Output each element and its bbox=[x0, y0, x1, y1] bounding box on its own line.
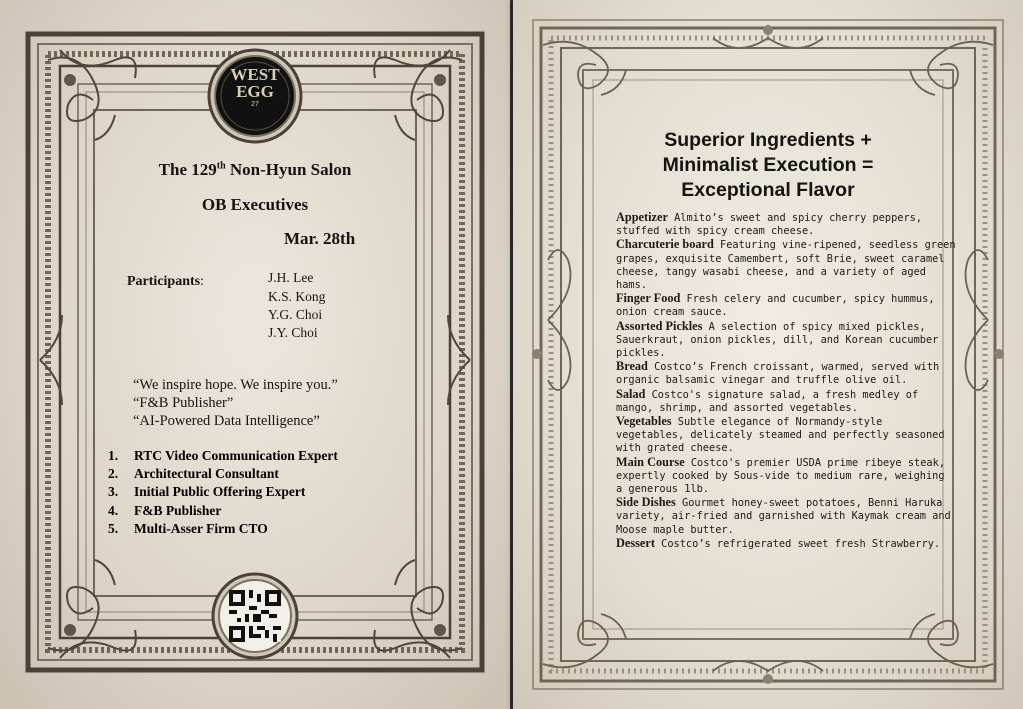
west-egg-logo bbox=[215, 66, 295, 109]
role-item bbox=[108, 447, 338, 465]
menu-item bbox=[616, 320, 956, 361]
invitation-card-left bbox=[0, 0, 510, 709]
menu-item bbox=[616, 360, 956, 387]
menu-item bbox=[616, 415, 956, 456]
course-description: Costco's signature salad, a fresh medley of mango, shrimp, and assorted vegetables. bbox=[616, 388, 919, 414]
role-label: Multi-Asser Firm CTO bbox=[134, 520, 268, 536]
event-title bbox=[0, 160, 510, 180]
menu-list bbox=[616, 211, 956, 551]
course-name: Main Course bbox=[616, 454, 685, 469]
role-item bbox=[108, 520, 338, 538]
role-item bbox=[108, 483, 338, 501]
event-title-prefix: The 129 bbox=[158, 160, 217, 179]
logo-line-2: EGG bbox=[236, 82, 274, 101]
participants-label-colon: : bbox=[200, 273, 204, 288]
menu-item bbox=[616, 211, 956, 238]
course-name: Appetizer bbox=[616, 210, 668, 224]
event-title-sup: th bbox=[216, 160, 226, 172]
menu-item bbox=[616, 388, 956, 415]
menu-headline-line: Minimalist Execution = bbox=[662, 154, 874, 176]
course-description: Almito’s sweet and spicy cherry peppers, stuffed with spicy cream cheese. bbox=[616, 212, 923, 238]
participant-name: J.Y. Choi bbox=[268, 325, 318, 340]
role-item bbox=[108, 502, 338, 520]
roles-list bbox=[108, 447, 338, 538]
menu-card-right bbox=[513, 0, 1023, 709]
quote-line: “F&B Publisher” bbox=[133, 395, 234, 411]
course-description: Featuring vine-ripened, seedless green grapes, exquisite Camembert, soft Brie, sweet caramel cheese, tangy wasabi cheese, and a variety of aged hams. bbox=[616, 239, 956, 292]
menu-item bbox=[616, 537, 956, 551]
event-title-suffix: Non-Hyun Salon bbox=[225, 160, 352, 179]
role-label: Initial Public Offering Expert bbox=[134, 484, 306, 500]
role-label: RTC Video Communication Expert bbox=[134, 448, 338, 463]
role-label: Architectural Consultant bbox=[134, 466, 279, 482]
quote-line: “AI-Powered Data Intelligence” bbox=[133, 413, 320, 429]
participants-label-text: Participants bbox=[127, 274, 201, 289]
menu-item bbox=[616, 496, 956, 537]
course-description: Fresh celery and cucumber, spicy hummus, onion cream sauce. bbox=[616, 293, 935, 319]
event-subtitle: OB Executives bbox=[201, 195, 309, 214]
course-name: Vegetables bbox=[616, 414, 672, 429]
quote-line: “We inspire hope. We inspire you.” bbox=[133, 377, 338, 393]
course-description: Subtle elegance of Normandy-style vegetables, delicately steamed and perfectly seasoned with grated cheese. bbox=[616, 416, 945, 455]
menu-item bbox=[616, 292, 956, 319]
role-item bbox=[108, 465, 338, 483]
course-name: Bread bbox=[616, 359, 648, 374]
event-date: Mar. 28th bbox=[284, 229, 356, 248]
course-name: Finger Food bbox=[616, 291, 681, 306]
course-description: A selection of spicy mixed pickles, Sauerkraut, onion pickles, dill, and Korean cucumber pickles. bbox=[616, 320, 939, 360]
course-name: Charcuterie board bbox=[616, 237, 714, 252]
logo-number: 27 bbox=[251, 101, 259, 108]
participant-name: J.H. Lee bbox=[268, 270, 314, 285]
participants-label bbox=[127, 270, 204, 290]
menu-headline-line: Superior Ingredients + bbox=[664, 129, 872, 151]
course-description: Costco's premier USDA prime ribeye steak, expertly cooked by Sous-vide to medium rare, weighing a generous 1lb. bbox=[616, 456, 946, 496]
role-number: 4. bbox=[108, 502, 119, 518]
role-number: 3. bbox=[108, 484, 119, 500]
course-description: Costco’s refrigerated sweet fresh Strawberry. bbox=[661, 537, 941, 550]
role-number: 2. bbox=[108, 466, 119, 482]
participant-name: K.S. Kong bbox=[268, 289, 326, 304]
menu-item bbox=[616, 456, 956, 497]
course-name: Salad bbox=[616, 386, 646, 401]
role-number: 5. bbox=[108, 520, 119, 536]
participant-name: Y.G. Choi bbox=[268, 307, 323, 322]
course-description: Costco’s French croissant, warmed, served with organic balsamic vinegar and truffle olive oil. bbox=[616, 361, 940, 387]
role-label: F&B Publisher bbox=[134, 502, 222, 518]
role-number: 1. bbox=[108, 448, 119, 463]
course-name: Side Dishes bbox=[616, 495, 676, 510]
course-name: Assorted Pickles bbox=[616, 318, 703, 333]
course-description: Gourmet honey-sweet potatoes, Benni Haruka variety, air-fried and garnished with Kaymak cream and Moose maple butter. bbox=[616, 497, 951, 536]
menu-item bbox=[616, 238, 956, 292]
qr-code-icon[interactable] bbox=[229, 590, 281, 642]
logo-line-1: WEST bbox=[230, 65, 280, 84]
menu-headline-line: Exceptional Flavor bbox=[681, 179, 855, 201]
course-name: Dessert bbox=[616, 535, 655, 550]
